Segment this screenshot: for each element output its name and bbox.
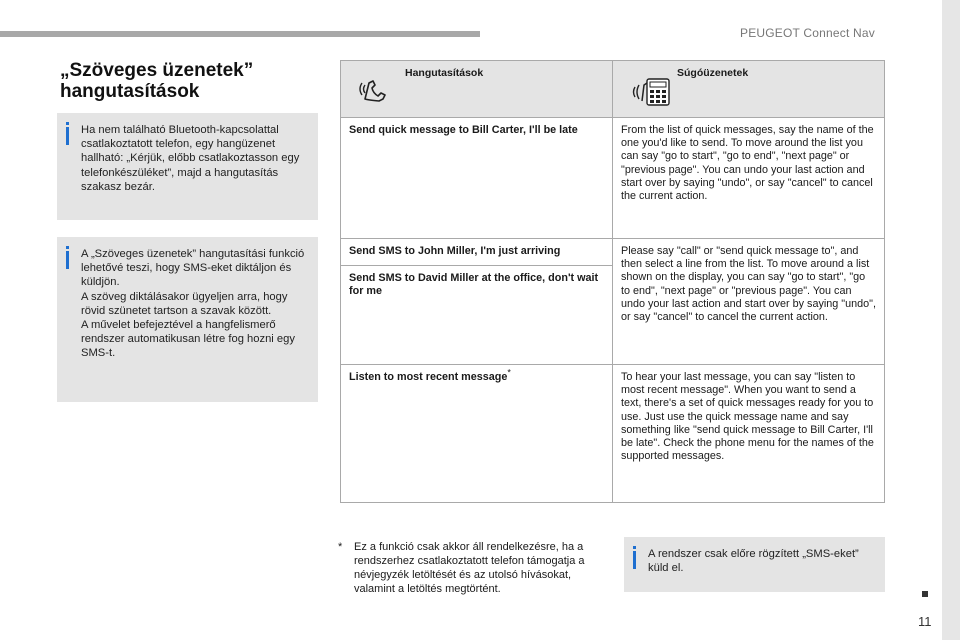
footnote-mark: * — [507, 367, 511, 378]
page-title — [60, 60, 253, 102]
page-side-strip — [942, 0, 960, 640]
info-box-sms — [624, 537, 885, 592]
command-cell: Send quick message to Bill Carter, I'll be late — [341, 118, 613, 239]
voice-command-table — [340, 60, 885, 503]
page-title-line2: hangutasítások — [60, 81, 200, 102]
command-cell: Send SMS to John Miller, I'm just arriving — [341, 239, 613, 266]
header-title: PEUGEOT Connect Nav — [740, 26, 875, 40]
help-cell: To hear your last message, you can say "listen to most recent message". When you want to send a text, there's a set of quick messages ready for you to use. Just use the quick message name and say something like "send quick message to Bill Carter, I'll be late". Check the phone menu for the names of the supported messages. — [613, 365, 885, 503]
help-message-icon — [631, 73, 671, 109]
page-title-line1: „Szöveges üzenetek” — [60, 60, 254, 81]
footnote-text: Ez a funkció csak akkor áll rendelkezésre, ha a rendszerhez csatlakoztatott telefon támogatja a névjegyzék letöltését és az utolsó hívásokat, valamint a letöltés megtörtént. — [354, 541, 585, 595]
info-text-line: A szöveg diktálásakor ügyeljen arra, hogy rövid szünetet tartson a szavak között. — [81, 290, 288, 317]
voice-command-icon — [359, 73, 393, 107]
info-icon — [633, 551, 636, 569]
table-header-row — [341, 61, 885, 118]
continues-marker — [922, 591, 928, 597]
info-icon — [66, 127, 69, 145]
info-text-line: A „Szöveges üzenetek” hangutasítási funkció lehetővé teszi, hogy SMS-eket diktáljon és küldjön. — [81, 248, 305, 289]
help-cell: From the list of quick messages, say the name of the one you'd like to send. To move around the list you can say "go to start", "go to end", "next page" or "previous page". You can undo your last action and start over by saying "undo", or say "cancel" to cancel the current action. — [613, 118, 885, 239]
info-box-bluetooth — [57, 113, 318, 220]
column-header-help — [613, 61, 885, 118]
info-text-line: A művelet befejeztével a hangfelismerő rendszer automatikusan létre fog hozni egy SMS-t. — [81, 319, 295, 360]
footnote — [338, 540, 603, 596]
command-text: Listen to most recent message — [349, 371, 508, 383]
table-row — [341, 239, 885, 266]
info-box-dictation — [57, 237, 318, 402]
table-row — [341, 365, 885, 503]
column-header-label: Súgóüzenetek — [677, 67, 749, 79]
column-header-commands — [341, 61, 613, 118]
info-icon — [66, 251, 69, 269]
command-cell — [341, 365, 613, 503]
help-cell: Please say "call" or "send quick message to", and then select a line from the list. To move around a list shown on the display, you can say "go to start", "go to end", "next page" or "previous page". You can undo your last action and start over by saying "undo", or say "cancel" to cancel the current action. — [613, 239, 885, 365]
page-number: 11 — [918, 614, 932, 629]
table-row — [341, 118, 885, 239]
command-cell: Send SMS to David Miller at the office, don't wait for me — [341, 266, 613, 365]
column-header-label: Hangutasítások — [405, 67, 484, 79]
info-text: A rendszer csak előre rögzített „SMS-eket” küld el. — [648, 548, 859, 575]
info-text: Ha nem található Bluetooth-kapcsolattal csatlakoztatott telefon, egy hangüzenet hallható: „Kérjük, előbb csatlakoztasson egy telefonkészüléket”, majd a hangutasítás szakasz bezár. — [81, 124, 300, 193]
footnote-mark: * — [338, 541, 343, 553]
header-bar — [0, 31, 480, 37]
